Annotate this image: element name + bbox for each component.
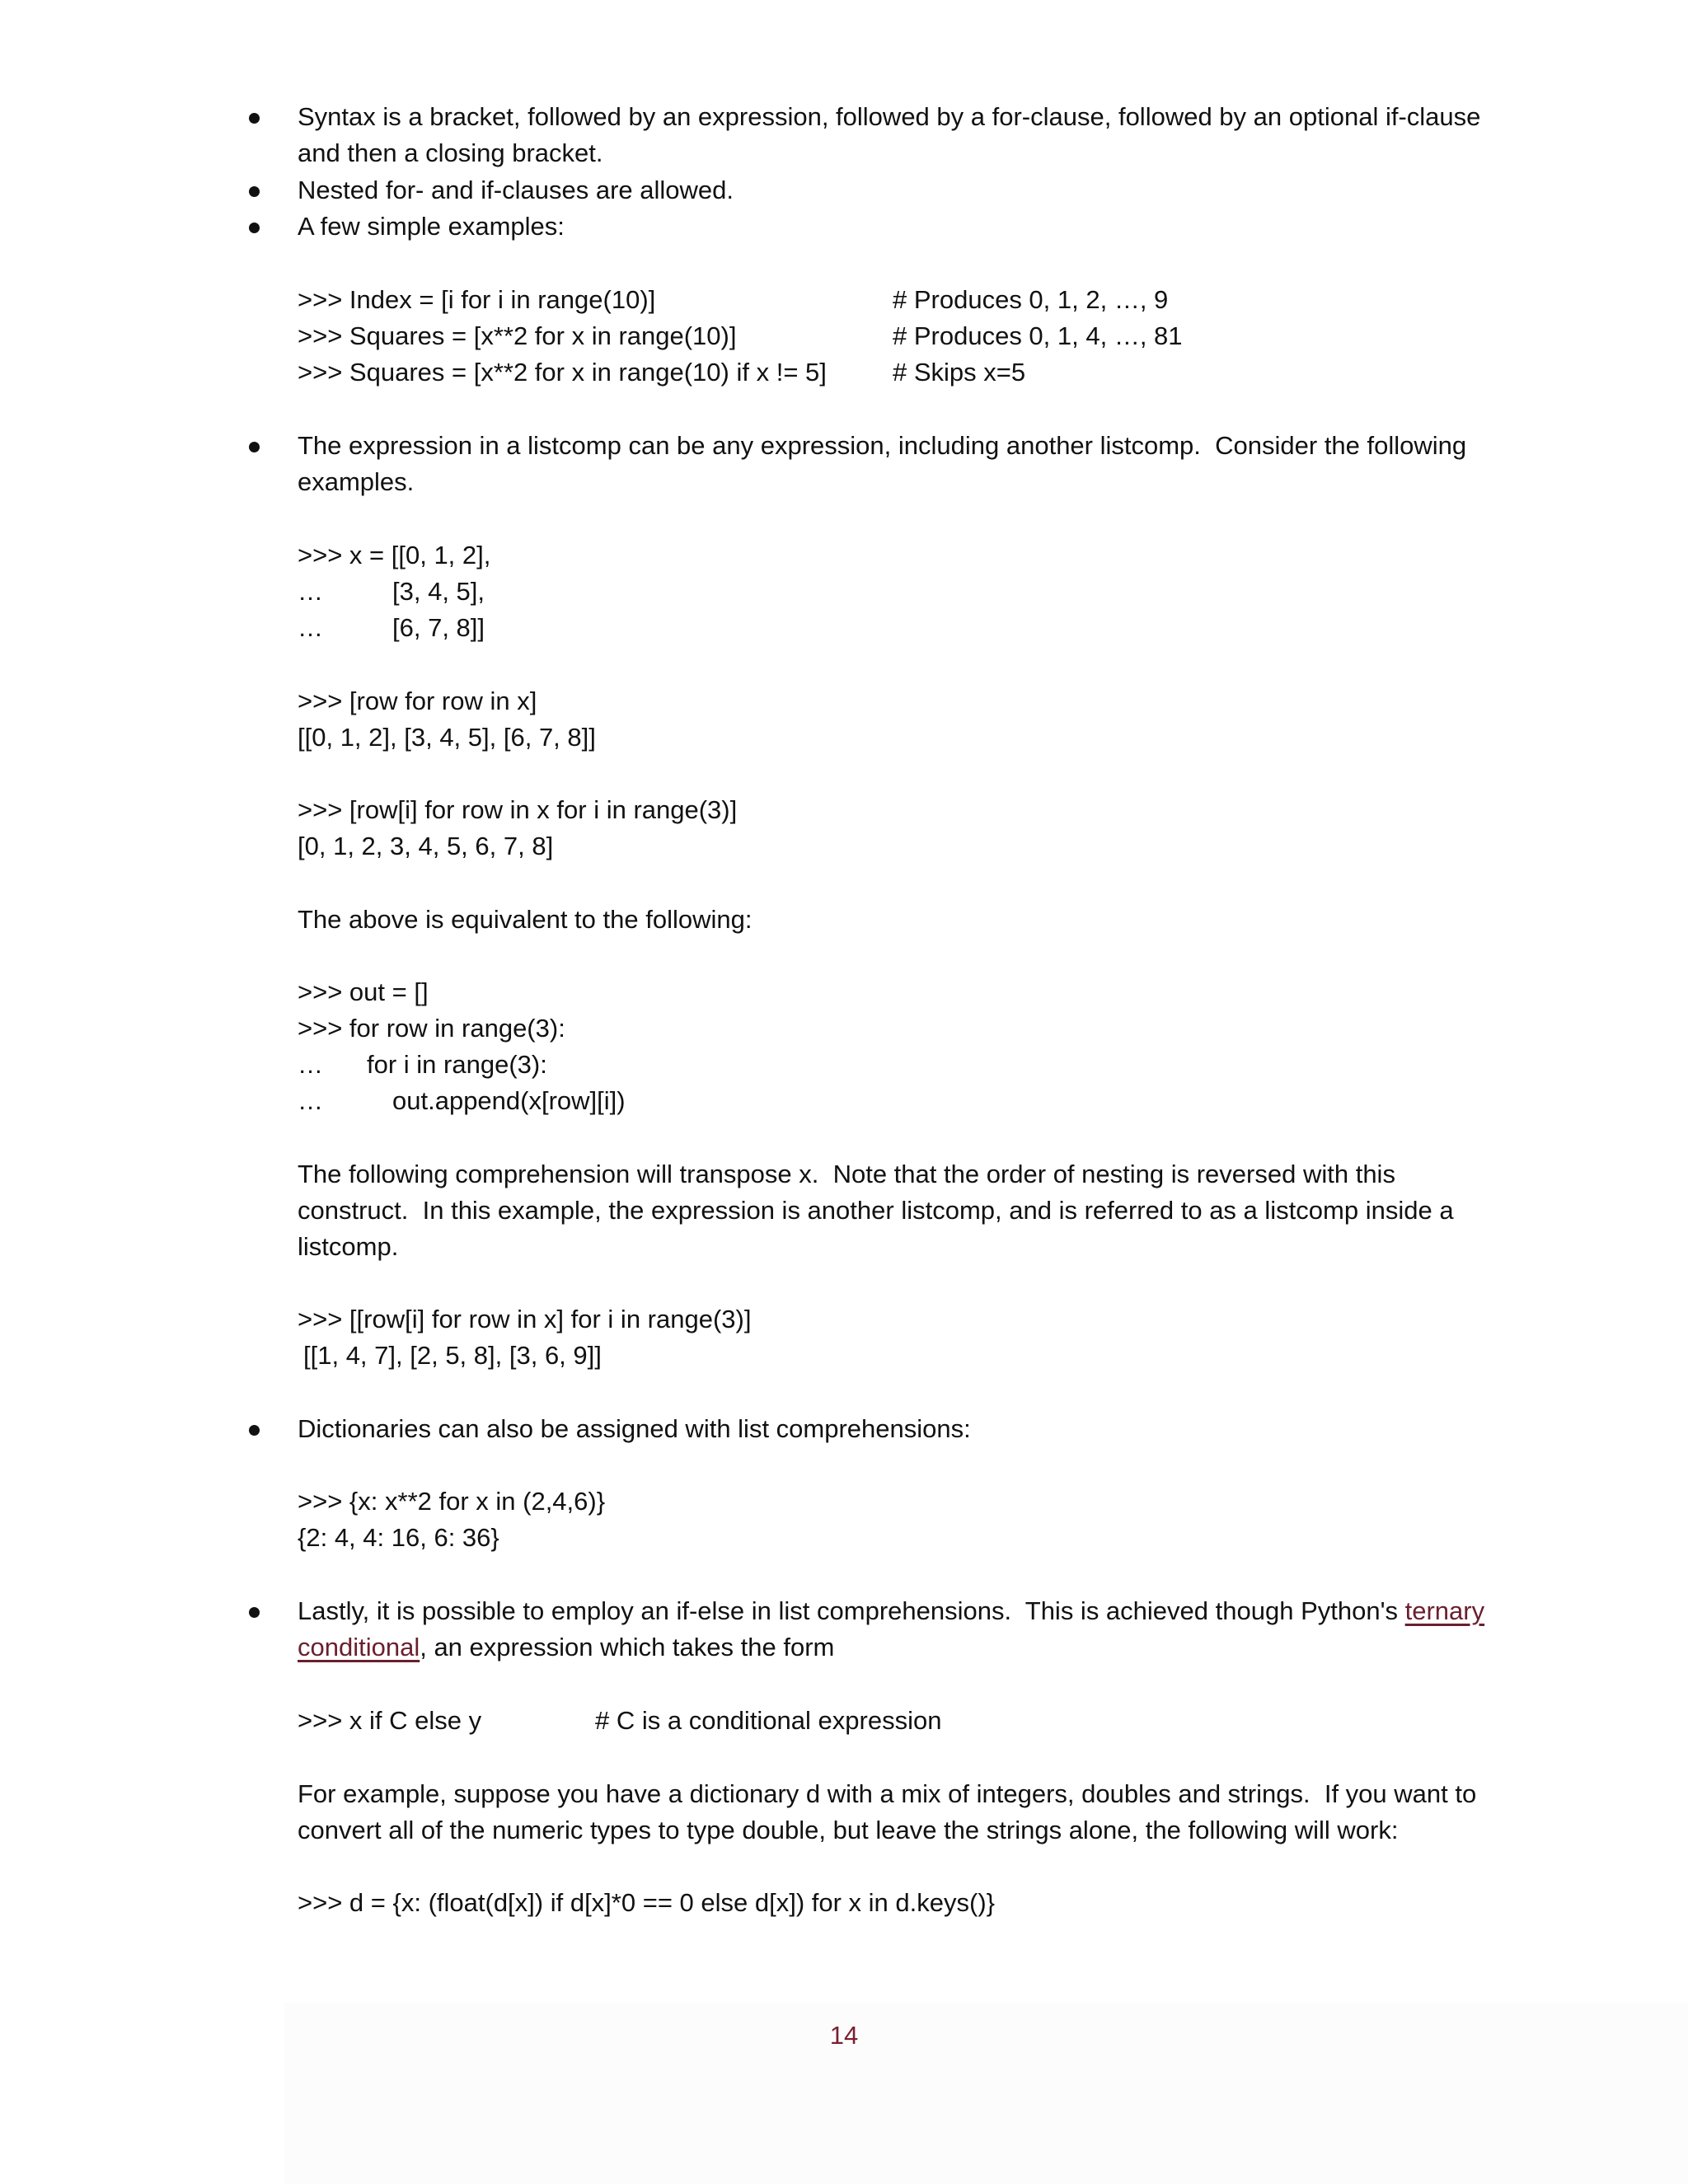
code-example-squares-if: >>> Squares = [x**2 for x in range(10) if x != 5] (298, 358, 827, 387)
page-number: 14 (829, 2021, 859, 2050)
bullet-marker (249, 113, 260, 124)
code-flatten-output: [0, 1, 2, 3, 4, 5, 6, 7, 8] (298, 832, 554, 860)
code-dict-command: >>> {x: x**2 for x in (2,4,6)} (298, 1487, 606, 1516)
code-example-squares: >>> Squares = [x**2 for x in range(10)] (298, 321, 737, 350)
paragraph-transpose-line-3: listcomp. (298, 1232, 399, 1261)
bullet-marker (249, 442, 260, 452)
paragraph-transpose-line-2: construct. In this example, the expression is another listcomp, and is referred to as a listcomp inside a (298, 1196, 1454, 1225)
code-loop-line-2: >>> for row in range(3): (298, 1014, 565, 1043)
bullet-syntax-line-2: and then a closing bracket. (298, 138, 603, 167)
paragraph-equivalent: The above is equivalent to the following: (298, 905, 753, 934)
bullet-syntax-line-1: Syntax is a bracket, followed by an expression, followed by a for-clause, followed by an optional if-clause (298, 102, 1481, 131)
code-transpose-command: >>> [[row[i] for row in x] for i in range(3)] (298, 1305, 752, 1333)
bullet-marker (249, 186, 260, 197)
bullet-listcomp-expression-line-2: examples. (298, 467, 415, 496)
code-ternary-form: >>> x if C else y (298, 1706, 482, 1735)
code-dict-output: {2: 4, 4: 16, 6: 36} (298, 1523, 499, 1552)
code-loop-line-3: for i in range(3): (367, 1050, 547, 1079)
bullet-ternary-line-1 (298, 1593, 1484, 1629)
paragraph-transpose-line-1: The following comprehension will transpose x. Note that the order of nesting is reversed with this (298, 1160, 1395, 1188)
bullet-listcomp-expression-line-1: The expression in a listcomp can be any expression, including another listcomp. Consider the following (298, 431, 1467, 460)
bullet-ternary-line-2 (298, 1629, 834, 1666)
code-comment-skips: # Skips x=5 (893, 358, 1026, 387)
code-continuation-marker: … (298, 1086, 323, 1115)
paragraph-example-line-2: convert all of the numeric types to type double, but leave the strings alone, the following will work: (298, 1816, 1399, 1844)
bullet-marker (249, 223, 260, 233)
bullet-marker (249, 1425, 260, 1436)
bullet-nested-clauses: Nested for- and if-clauses are allowed. (298, 176, 734, 204)
code-comment-squares: # Produces 0, 1, 4, …, 81 (893, 321, 1183, 350)
bullet-dictionaries: Dictionaries can also be assigned with list comprehensions: (298, 1414, 971, 1443)
code-ternary-comment: # C is a conditional expression (595, 1706, 942, 1735)
code-continuation-marker: … (298, 577, 323, 606)
code-x-def-line-3: [6, 7, 8]] (392, 613, 485, 642)
bullet-simple-examples: A few simple examples: (298, 212, 565, 241)
code-example-index: >>> Index = [i for i in range(10)] (298, 285, 656, 314)
ternary-conditional-link[interactable]: conditional (298, 1633, 420, 1661)
code-transpose-output: [[1, 4, 7], [2, 5, 8], [3, 6, 9]] (303, 1341, 602, 1370)
code-flatten-command: >>> [row[i] for row in x for i in range(3)] (298, 795, 738, 824)
code-loop-line-4: out.append(x[row][i]) (392, 1086, 626, 1115)
code-x-def-line-1: >>> x = [[0, 1, 2], (298, 541, 491, 569)
code-rows-output: [[0, 1, 2], [3, 4, 5], [6, 7, 8]] (298, 723, 596, 752)
code-rows-command: >>> [row for row in x] (298, 687, 537, 715)
code-continuation-marker: … (298, 1050, 323, 1079)
ternary-conditional-link[interactable]: ternary (1404, 1596, 1485, 1625)
paragraph-example-line-1: For example, suppose you have a dictionary d with a mix of integers, doubles and strings. If you want to (298, 1779, 1477, 1808)
bullet-ternary-text-end: , an expression which takes the form (420, 1633, 835, 1661)
code-final-dict-comprehension: >>> d = {x: (float(d[x]) if d[x]*0 == 0 else d[x]) for x in d.keys()} (298, 1888, 996, 1917)
code-loop-line-1: >>> out = [] (298, 977, 429, 1006)
bullet-marker (249, 1607, 260, 1618)
code-continuation-marker: … (298, 613, 323, 642)
code-x-def-line-2: [3, 4, 5], (392, 577, 485, 606)
code-comment-index: # Produces 0, 1, 2, …, 9 (893, 285, 1169, 314)
bullet-ternary-text: Lastly, it is possible to employ an if-else in list comprehensions. This is achieved though Python's (298, 1596, 1405, 1625)
